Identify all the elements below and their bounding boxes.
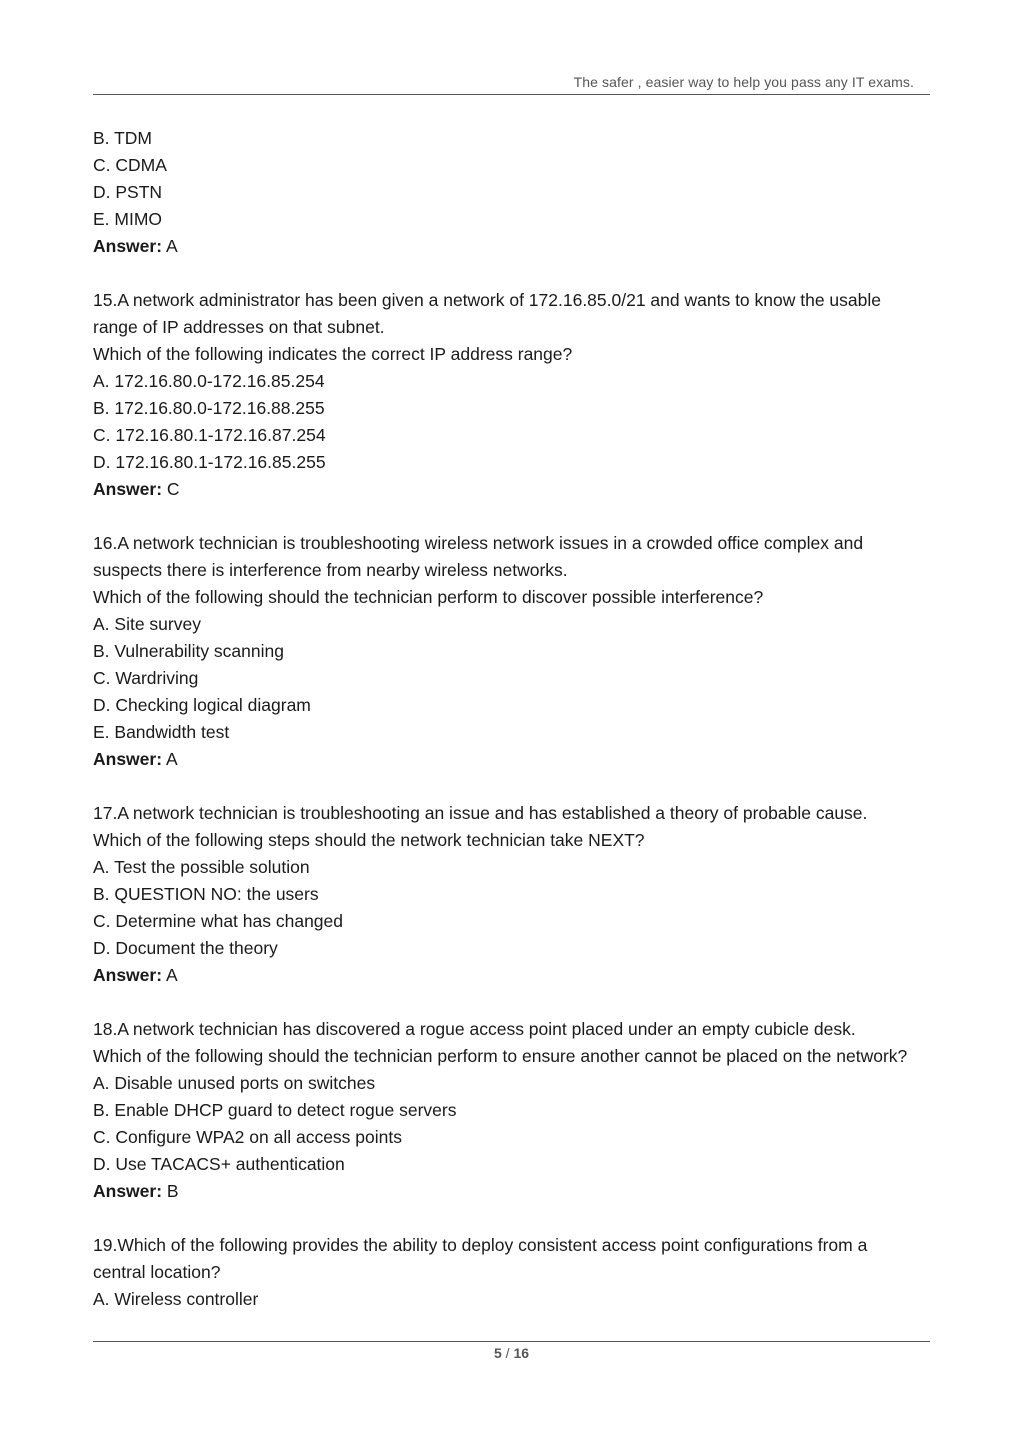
option-line: D. Use TACACS+ authentication [93,1154,345,1174]
question-text-line: 19.Which of the following provides the ability to deploy consistent access point configurations from a [93,1235,868,1255]
question-text-line: 17.A network technician is troubleshooting an issue and has established a theory of probable cause. [93,803,868,823]
option-line: B. Enable DHCP guard to detect rogue servers [93,1100,457,1120]
answer-line [93,962,938,989]
option-line: A. Test the possible solution [93,857,310,877]
answer-value: C [162,479,180,499]
option-line: B. QUESTION NO: the users [93,884,319,904]
answer-label: Answer: [93,749,163,769]
question-text-line: 15.A network administrator has been given a network of 172.16.85.0/21 and wants to know the usable [93,290,882,310]
answer-label: Answer: [93,965,163,985]
current-page: 5 [493,1345,502,1361]
answer-line [93,746,938,773]
header-tagline: The safer , easier way to help you pass any IT exams. [573,74,914,90]
question-block-17 [93,800,938,989]
option-line: C. Configure WPA2 on all access points [93,1127,402,1147]
option-line: B. TDM [93,128,152,148]
option-line: D. 172.16.80.1-172.16.85.255 [93,452,326,472]
total-pages: 16 [513,1345,530,1361]
page-separator: / [501,1345,514,1361]
option-line: A. 172.16.80.0-172.16.85.254 [93,371,325,391]
answer-label: Answer: [93,1181,163,1201]
footer-divider [93,1341,930,1342]
question-block-16 [93,530,938,773]
option-line: D. PSTN [93,182,163,202]
question-text-line: Which of the following indicates the correct IP address range? [93,344,573,364]
option-line: C. Determine what has changed [93,911,343,931]
answer-line [93,1178,938,1205]
option-line: C. CDMA [93,155,167,175]
answer-value: A [162,965,178,985]
option-line: E. MIMO [93,209,163,229]
option-line: A. Wireless controller [93,1289,259,1309]
question-text-line: central location? [93,1262,221,1282]
answer-label: Answer: [93,236,163,256]
option-line: E. Bandwidth test [93,722,230,742]
answer-value: A [162,236,178,256]
option-line: D. Checking logical diagram [93,695,311,715]
question-block-19 [93,1232,938,1313]
page-header [93,72,930,95]
answer-line [93,476,938,503]
question-block-14 [93,125,938,260]
page-content [93,125,938,1313]
answer-line [93,233,938,260]
answer-value: B [162,1181,179,1201]
option-line: C. Wardriving [93,668,199,688]
question-text-line: Which of the following should the technician perform to discover possible interference? [93,587,764,607]
option-line: A. Disable unused ports on switches [93,1073,376,1093]
option-line: A. Site survey [93,614,201,634]
option-line: D. Document the theory [93,938,278,958]
answer-label: Answer: [93,479,163,499]
option-line: B. 172.16.80.0-172.16.88.255 [93,398,325,418]
question-text-line: suspects there is interference from nearby wireless networks. [93,560,568,580]
page-number [0,1345,1023,1361]
answer-value: A [162,749,178,769]
question-block-18 [93,1016,938,1205]
question-text-line: 16.A network technician is troubleshooting wireless network issues in a crowded office complex and [93,533,864,553]
option-line: C. 172.16.80.1-172.16.87.254 [93,425,326,445]
option-line: B. Vulnerability scanning [93,641,284,661]
question-block-15 [93,287,938,503]
question-text-line: 18.A network technician has discovered a rogue access point placed under an empty cubicle desk. [93,1019,856,1039]
question-text-line: Which of the following steps should the network technician take NEXT? [93,830,645,850]
question-text-line: Which of the following should the technician perform to ensure another cannot be placed on the network? [93,1046,908,1066]
question-text-line: range of IP addresses on that subnet. [93,317,385,337]
